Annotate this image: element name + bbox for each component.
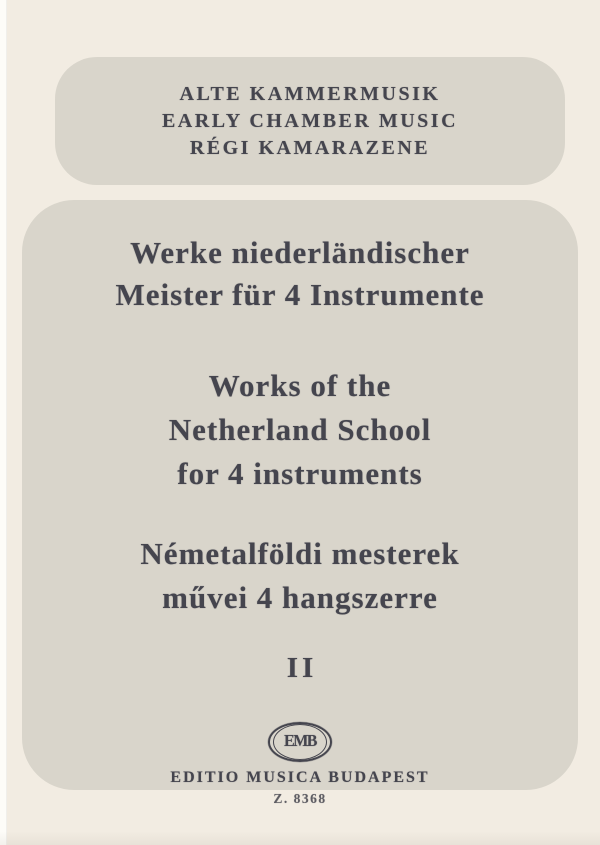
emb-logo-inner-oval — [273, 724, 327, 760]
title-english-line-1: Works of the — [208, 368, 392, 403]
emb-logo-text: EMB — [284, 732, 316, 751]
title-english-line-3: for 4 instruments — [177, 456, 423, 491]
title-hungarian-line-1: Németalföldi mesterek — [140, 536, 460, 571]
publisher-name: EDITIO MUSICA BUDAPEST — [170, 769, 430, 786]
volume-number: II — [286, 652, 318, 684]
plate-number: Z. 8368 — [273, 791, 327, 806]
title-english-line-2: Netherland School — [168, 412, 432, 447]
scan-edge-strip — [0, 0, 7, 845]
title-hungarian-line-2: művei 4 hangszerre — [162, 580, 438, 615]
title-german — [115, 232, 484, 316]
series-title-hungarian: RÉGI KAMARAZENE — [189, 136, 431, 159]
series-title-english: EARLY CHAMBER MUSIC — [161, 109, 459, 132]
title-german-line-1: Werke niederländischer — [130, 235, 470, 270]
series-title-german: ALTE KAMMERMUSIK — [179, 82, 441, 105]
series-banner — [55, 57, 565, 185]
title-german-line-2: Meister für 4 Instrumente — [115, 277, 485, 312]
title-panel — [22, 200, 578, 806]
scan-bottom-shadow — [0, 831, 600, 845]
title-hungarian — [140, 532, 459, 620]
emb-publisher-logo — [268, 722, 332, 762]
title-english — [169, 364, 431, 496]
